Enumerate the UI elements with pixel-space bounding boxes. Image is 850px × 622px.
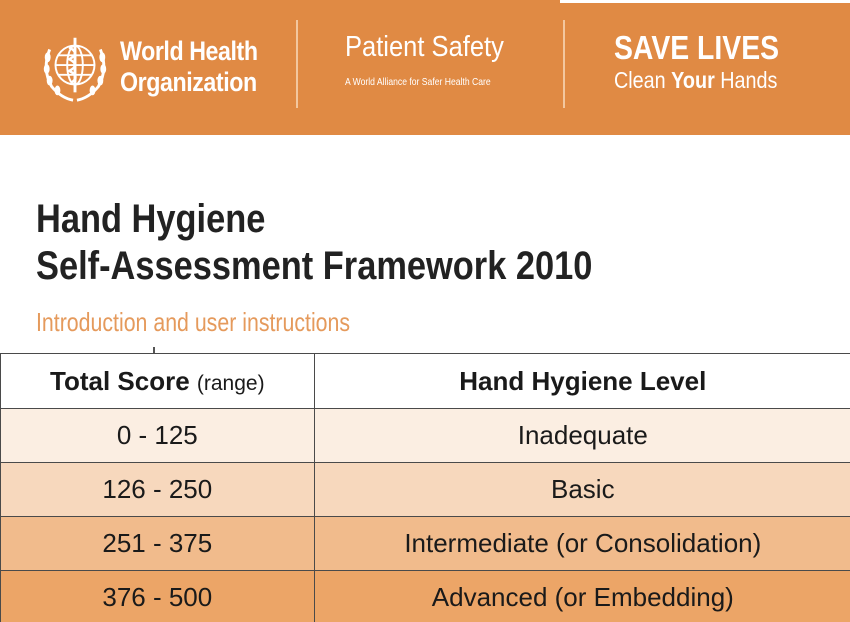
patient-safety-subtitle: A World Alliance for Safer Health Care: [345, 77, 491, 88]
header-total-score: [1, 354, 315, 409]
score-range-cell: 376 - 500: [1, 571, 315, 622]
table-row: [1, 463, 850, 517]
save-lives-block: [614, 30, 806, 94]
hand-hygiene-level-table: [0, 353, 850, 622]
patient-safety-title: Patient Safety: [345, 31, 504, 63]
who-emblem-icon: [36, 28, 114, 106]
document-title-line1: Hand Hygiene: [36, 197, 266, 241]
save-lives-sub-part-2: Your: [671, 67, 715, 93]
header-range-label: (range): [196, 371, 265, 395]
save-lives-subtitle: [614, 66, 779, 94]
who-logo: [36, 22, 280, 112]
document-subtitle: Introduction and user instructions: [36, 307, 351, 337]
document-title: [36, 196, 592, 290]
banner-divider-1: [296, 20, 298, 108]
banner-divider-2: [563, 20, 565, 108]
score-range-cell: 251 - 375: [1, 517, 315, 571]
who-name-line1: World Health: [120, 36, 258, 66]
score-range-cell: 0 - 125: [1, 409, 315, 463]
hygiene-level-cell: Basic: [314, 463, 850, 517]
save-lives-sub-part-1: Clean: [614, 67, 672, 93]
header-banner: [0, 0, 850, 135]
who-name: [120, 36, 258, 98]
patient-safety-block: [345, 30, 525, 90]
table-body: [1, 409, 850, 622]
hygiene-level-cell: Intermediate (or Consolidation): [314, 517, 850, 571]
table-row: [1, 571, 850, 622]
banner-top-line: [560, 0, 850, 3]
header-total-score-label: Total Score: [50, 365, 197, 396]
who-name-line2: Organization: [120, 67, 257, 97]
table-row: [1, 517, 850, 571]
save-lives-sub-part-3: Hands: [714, 67, 778, 93]
save-lives-title: SAVE LIVES: [614, 29, 780, 66]
hygiene-level-cell: Advanced (or Embedding): [314, 571, 850, 622]
table-row: [1, 409, 850, 463]
header-hand-hygiene-level: Hand Hygiene Level: [314, 354, 850, 409]
table-header-row: [1, 354, 850, 409]
hygiene-level-cell: Inadequate: [314, 409, 850, 463]
document-title-line2: Self-Assessment Framework 2010: [36, 244, 593, 288]
score-range-cell: 126 - 250: [1, 463, 315, 517]
